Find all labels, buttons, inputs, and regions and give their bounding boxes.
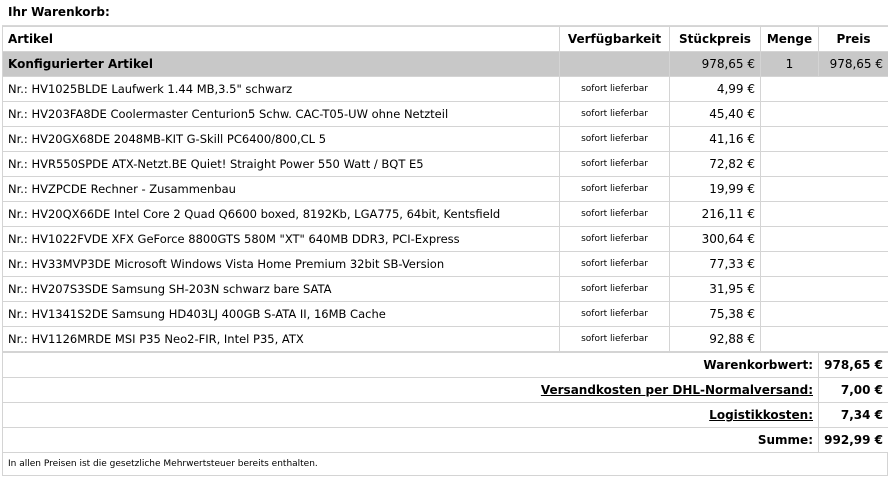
logistics-cost-value: 7,34 €: [819, 403, 888, 428]
item-unit-price: 77,33 €: [670, 252, 761, 277]
logistics-row: [3, 403, 888, 428]
item-name: Nr.: HV203FA8DE Coolermaster Centurion5 Schw. CAC-T05-UW ohne Netzteil: [3, 102, 560, 127]
item-unit-price: 19,99 €: [670, 177, 761, 202]
item-availability: sofort lieferbar: [560, 302, 670, 327]
item-unit-price: 92,88 €: [670, 327, 761, 352]
item-availability: sofort lieferbar: [560, 77, 670, 102]
column-header-price: Preis: [819, 27, 888, 52]
item-price-empty: [819, 102, 888, 127]
item-quantity-empty: [761, 77, 819, 102]
item-quantity-empty: [761, 127, 819, 152]
configured-article-name: Konfigurierter Artikel: [3, 52, 560, 77]
table-row: [3, 202, 888, 227]
item-unit-price: 31,95 €: [670, 277, 761, 302]
table-row: [3, 227, 888, 252]
shipping-cost-value: 7,00 €: [819, 378, 888, 403]
item-availability: sofort lieferbar: [560, 102, 670, 127]
configured-article-availability: [560, 52, 670, 77]
item-quantity-empty: [761, 102, 819, 127]
item-price-empty: [819, 302, 888, 327]
item-name: Nr.: HV1341S2DE Samsung HD403LJ 400GB S-ATA II, 16MB Cache: [3, 302, 560, 327]
item-name: Nr.: HV33MVP3DE Microsoft Windows Vista Home Premium 32bit SB-Version: [3, 252, 560, 277]
item-unit-price: 75,38 €: [670, 302, 761, 327]
logistics-cost-link[interactable]: Logistikkosten:: [709, 408, 813, 422]
sum-label: Summe:: [3, 428, 819, 453]
cart-table: [2, 26, 888, 352]
cart-value: 978,65 €: [819, 353, 888, 378]
table-row: [3, 252, 888, 277]
cart-header-row: [3, 27, 888, 52]
table-row: [3, 302, 888, 327]
configured-article-unit-price: 978,65 €: [670, 52, 761, 77]
item-quantity-empty: [761, 227, 819, 252]
item-name: Nr.: HV207S3SDE Samsung SH-203N schwarz bare SATA: [3, 277, 560, 302]
item-unit-price: 216,11 €: [670, 202, 761, 227]
item-name: Nr.: HV20GX68DE 2048MB-KIT G-Skill PC6400/800,CL 5: [3, 127, 560, 152]
item-availability: sofort lieferbar: [560, 277, 670, 302]
cart-value-label: Warenkorbwert:: [3, 353, 819, 378]
item-quantity-empty: [761, 152, 819, 177]
item-availability: sofort lieferbar: [560, 202, 670, 227]
item-price-empty: [819, 227, 888, 252]
table-row: [3, 102, 888, 127]
table-row: [3, 77, 888, 102]
table-row: [3, 277, 888, 302]
item-price-empty: [819, 202, 888, 227]
sum-value: 992,99 €: [819, 428, 888, 453]
item-unit-price: 41,16 €: [670, 127, 761, 152]
item-availability: sofort lieferbar: [560, 177, 670, 202]
item-availability: sofort lieferbar: [560, 227, 670, 252]
table-row: [3, 152, 888, 177]
column-header-availability: Verfügbarkeit: [560, 27, 670, 52]
item-unit-price: 4,99 €: [670, 77, 761, 102]
cart-heading: Ihr Warenkorb:: [2, 0, 888, 26]
item-unit-price: 300,64 €: [670, 227, 761, 252]
item-price-empty: [819, 127, 888, 152]
shipping-row: [3, 378, 888, 403]
item-quantity-empty: [761, 202, 819, 227]
item-availability: sofort lieferbar: [560, 127, 670, 152]
sum-row: [3, 428, 888, 453]
column-header-quantity: Menge: [761, 27, 819, 52]
item-name: Nr.: HV20QX66DE Intel Core 2 Quad Q6600 boxed, 8192Kb, LGA775, 64bit, Kentsfield: [3, 202, 560, 227]
item-price-empty: [819, 327, 888, 352]
column-header-article: Artikel: [3, 27, 560, 52]
vat-footnote: In allen Preisen ist die gesetzliche Mehrwertsteuer bereits enthalten.: [2, 453, 888, 476]
item-availability: sofort lieferbar: [560, 152, 670, 177]
item-quantity-empty: [761, 327, 819, 352]
item-name: Nr.: HV1025BLDE Laufwerk 1.44 MB,3.5" schwarz: [3, 77, 560, 102]
totals-table: [2, 352, 888, 453]
item-quantity-empty: [761, 177, 819, 202]
item-quantity-empty: [761, 252, 819, 277]
item-availability: sofort lieferbar: [560, 252, 670, 277]
item-name: Nr.: HVZPCDE Rechner - Zusammenbau: [3, 177, 560, 202]
item-price-empty: [819, 177, 888, 202]
shipping-cost-link[interactable]: Versandkosten per DHL-Normalversand:: [540, 383, 813, 397]
table-row: [3, 327, 888, 352]
configured-article-quantity: 1: [761, 52, 819, 77]
item-quantity-empty: [761, 302, 819, 327]
item-price-empty: [819, 77, 888, 102]
column-header-unit-price: Stückpreis: [670, 27, 761, 52]
item-unit-price: 45,40 €: [670, 102, 761, 127]
item-price-empty: [819, 277, 888, 302]
item-quantity-empty: [761, 277, 819, 302]
item-name: Nr.: HVR550SPDE ATX-Netzt.BE Quiet! Straight Power 550 Watt / BQT E5: [3, 152, 560, 177]
item-name: Nr.: HV1126MRDE MSI P35 Neo2-FIR, Intel P35, ATX: [3, 327, 560, 352]
table-row: [3, 177, 888, 202]
cart-container: [2, 0, 888, 476]
configured-article-price: 978,65 €: [819, 52, 888, 77]
cart-value-row: [3, 353, 888, 378]
table-row: [3, 127, 888, 152]
configured-article-row: [3, 52, 888, 77]
item-unit-price: 72,82 €: [670, 152, 761, 177]
item-price-empty: [819, 152, 888, 177]
item-name: Nr.: HV1022FVDE XFX GeForce 8800GTS 580M "XT" 640MB DDR3, PCI-Express: [3, 227, 560, 252]
item-price-empty: [819, 252, 888, 277]
item-availability: sofort lieferbar: [560, 327, 670, 352]
